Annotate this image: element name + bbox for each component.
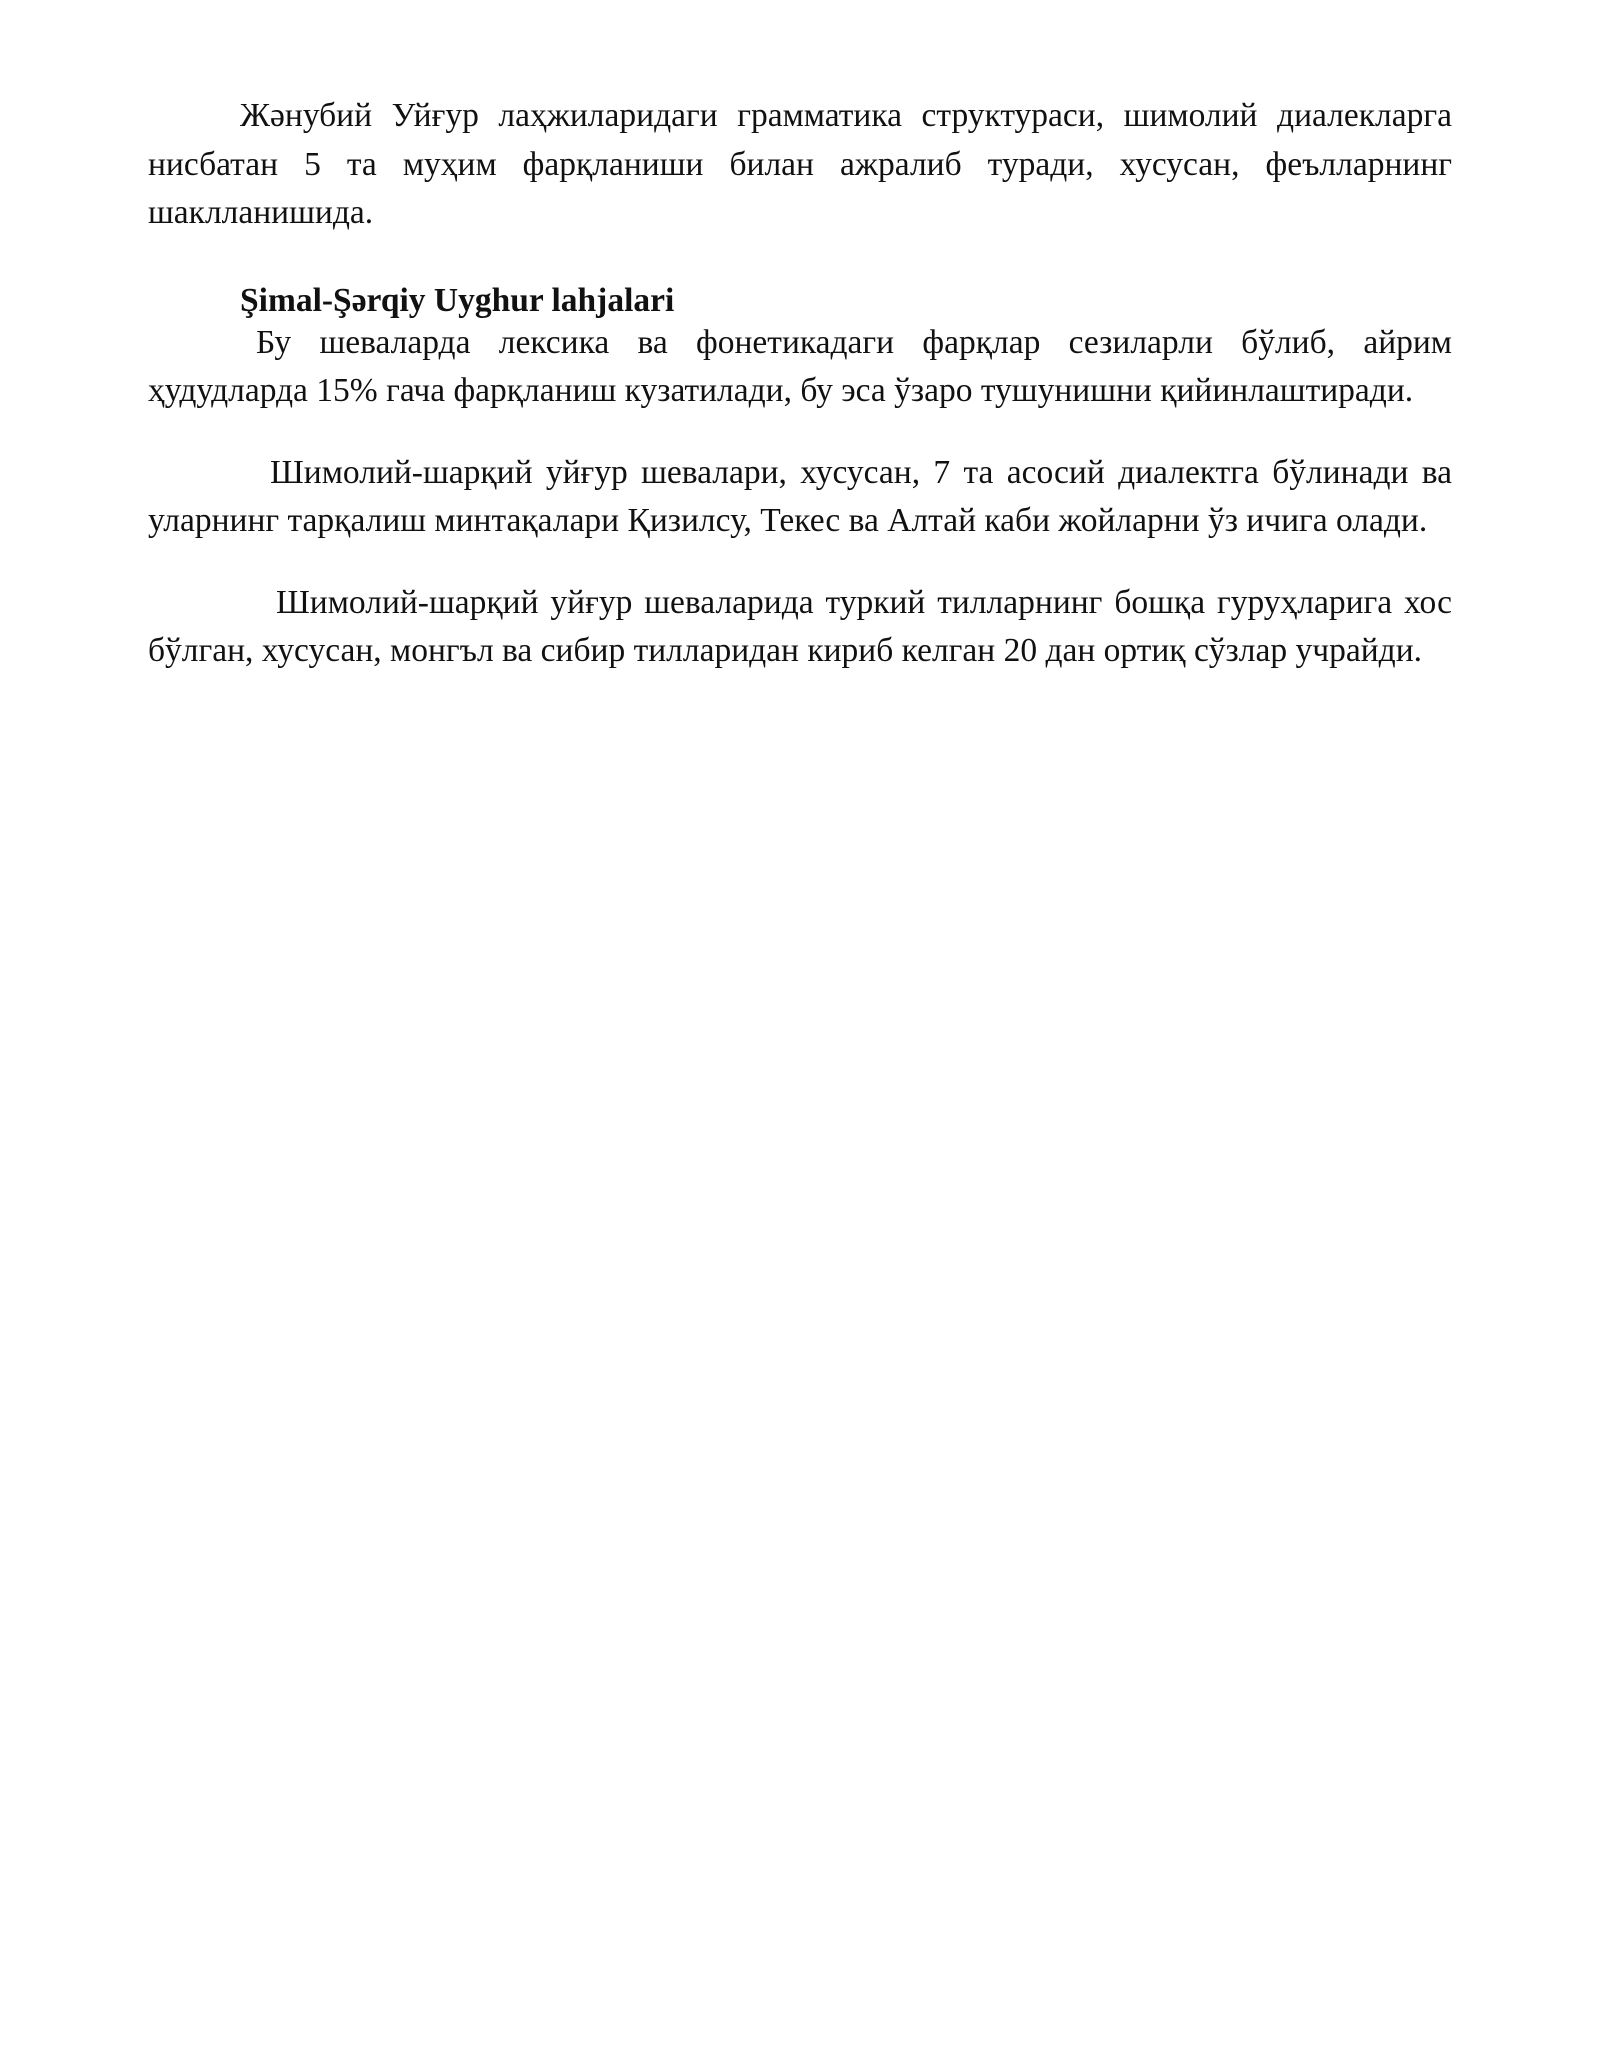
section-heading: Şimal-Şərqiy Uyghur lahjalari bbox=[240, 281, 675, 319]
document-page bbox=[148, 92, 1452, 676]
paragraph-lexical-phonetic-differences: Бу шеваларда лексика ва фонетикадаги фарқлар сезиларли бўлиб, айрим ҳудудларда 15% гача фарқланиш кузатилади, бу эса ўзаро тушунишни қийинлаштиради. bbox=[148, 323, 1452, 409]
paragraph-northeastern-dialects: Шимолий-шарқий уйғур шевалари, хусусан, 7 та асосий диалектга бўлинади ва уларнинг тарқалиш минтақалари Қизилсу, Текес ва Алтай каби жойларни ўз ичига олади. bbox=[148, 453, 1452, 539]
paragraph-loanwords: Шимолий-шарқий уйғур шеваларида туркий тилларнинг бошқа гуруҳларига хос бўлган, хусусан, монгъл ва сибир тилларидан кириб келган 20 дан ортиқ сўзлар учрайди. bbox=[148, 583, 1452, 669]
paragraph-southern-uyghur-grammar: Жәнубий Уйғур лаҳжиларидаги грамматика структураси, шимолий диалекларга нисбатан 5 та муҳим фарқланиши билан ажралиб туради, хусусан, феълларнинг шаклланишида. bbox=[148, 97, 1452, 231]
